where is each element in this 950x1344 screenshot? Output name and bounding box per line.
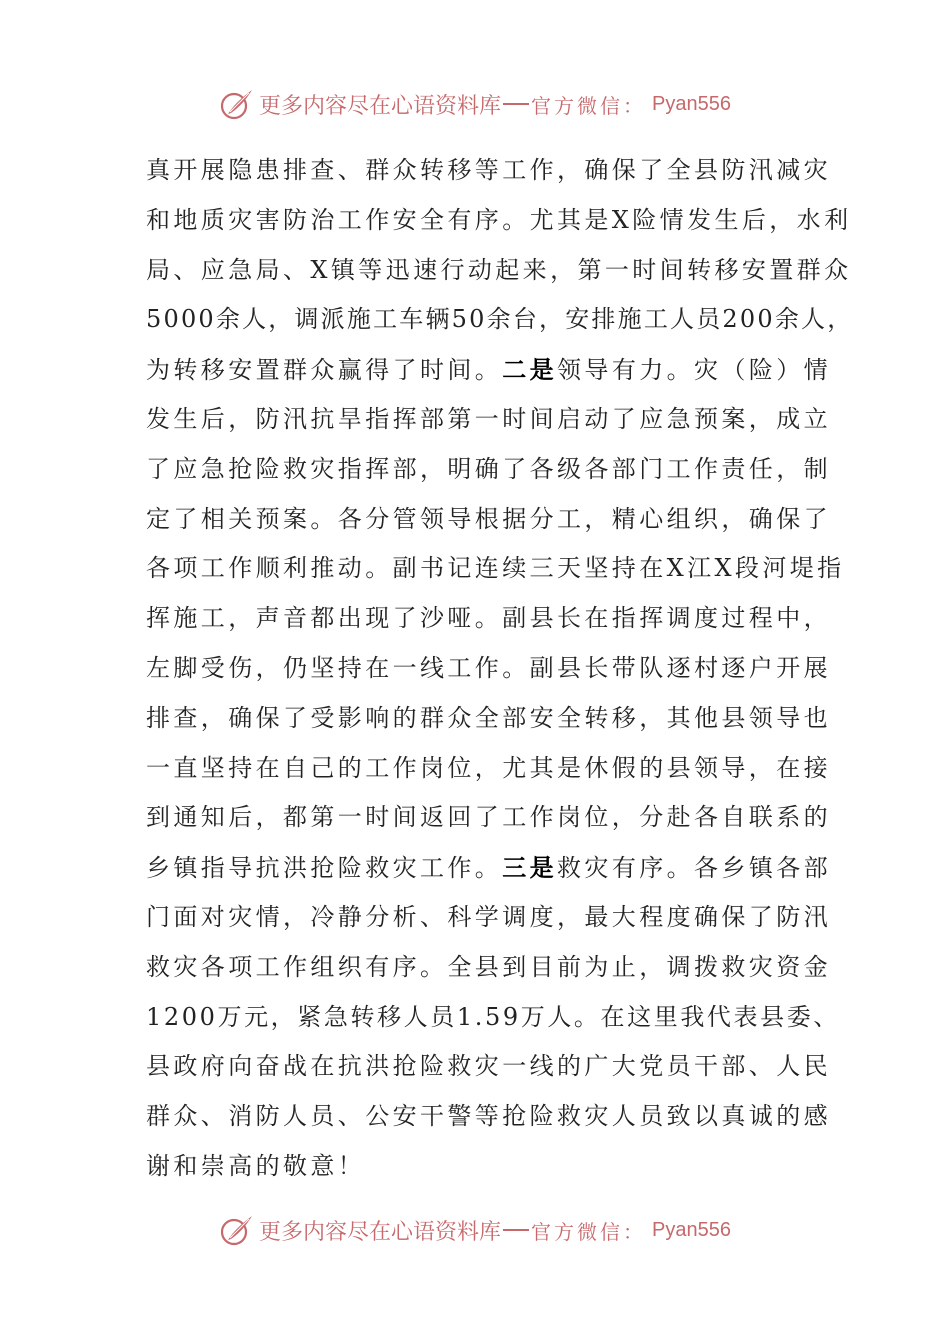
text-line	[146, 345, 832, 395]
text-segment: 救灾有序。各乡镇各部	[557, 854, 832, 883]
quill-logo-icon	[219, 1212, 255, 1248]
banner-site-text: 更多内容尽在心语资料库	[259, 93, 502, 119]
quill-logo-icon	[219, 86, 255, 122]
text-line: 谢和崇高的敬意！	[146, 1151, 366, 1180]
text-line: 各项工作顺利推动。副书记连续三天坚持在X江X段河堤指	[146, 554, 845, 583]
text-line: 5000余人，调派施工车辆50余台，安排施工人员200余人，	[146, 305, 854, 334]
banner-dash	[503, 1229, 529, 1231]
text-line: 真开展隐患排查、群众转移等工作，确保了全县防汛减灾	[146, 156, 831, 184]
text-line: 发生后，防汛抗旱指挥部第一时间启动了应急预案，成立	[146, 404, 831, 433]
text-line: 门面对灾情，冷静分析、科学调度，最大程度确保了防汛	[146, 902, 831, 931]
banner-site-text: 更多内容尽在心语资料库	[259, 1219, 502, 1245]
banner-wechat-id: Pyan556	[652, 1218, 731, 1241]
text-line: 1200万元，紧急转移人员1.59万人。在这里我代表县委、	[146, 1002, 840, 1031]
text-line: 了应急抢险救灾指挥部，明确了各级各部门工作责任，制	[146, 454, 831, 483]
text-line	[146, 843, 832, 893]
text-line: 县政府向奋战在抗洪抢险救灾一线的广大党员干部、人民	[146, 1052, 831, 1081]
text-line: 一直坚持在自己的工作岗位，尤其是休假的县领导，在接	[146, 753, 831, 782]
text-line: 定了相关预案。各分管领导根据分工，精心组织，确保了	[146, 504, 831, 533]
text-line: 和地质灾害防治工作安全有序。尤其是X险情发生后，水利	[146, 205, 852, 234]
text-line: 左脚受伤，仍坚持在一线工作。副县长带队逐村逐户开展	[146, 653, 831, 682]
header-banner	[0, 82, 950, 126]
text-line: 挥施工，声音都出现了沙哑。副县长在指挥调度过程中，	[146, 604, 831, 633]
document-body	[146, 146, 854, 1192]
banner-dash	[503, 103, 529, 105]
footer-banner	[0, 1208, 950, 1252]
bold-marker: 三是	[502, 853, 558, 883]
text-line: 救灾各项工作组织有序。全县到目前为止，调拨救灾资金	[146, 952, 831, 981]
text-line: 群众、消防人员、公安干警等抢险救灾人员致以真诚的感	[146, 1102, 831, 1131]
banner-wechat-id: Pyan556	[652, 92, 731, 115]
text-line: 排查，确保了受影响的群众全部安全转移，其他县领导也	[146, 703, 831, 732]
banner-label: 官方微信：	[531, 93, 647, 118]
banner-label: 官方微信：	[531, 1219, 647, 1244]
bold-marker: 二是	[502, 355, 558, 385]
text-segment: 领导有力。灾（险）情	[557, 356, 832, 385]
text-line: 到通知后，都第一时间返回了工作岗位，分赴各自联系的	[146, 803, 831, 832]
text-segment: 为转移安置群众赢得了时间。	[146, 356, 503, 385]
text-segment: 乡镇指导抗洪抢险救灾工作。	[146, 854, 503, 883]
text-line: 局、应急局、X镇等迅速行动起来，第一时间转移安置群众	[146, 255, 852, 284]
